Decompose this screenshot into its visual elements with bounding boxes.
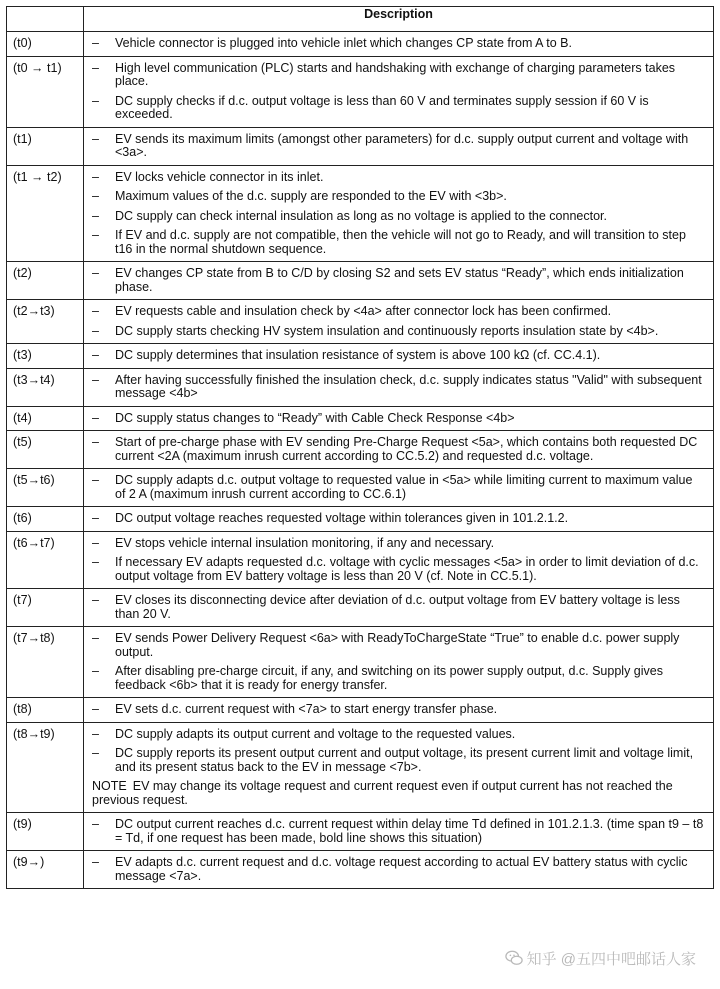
description-item [90, 537, 705, 551]
description-text: EV changes CP state from B to C/D by closing S2 and sets EV status “Ready”, which ends initialization phase. [115, 266, 684, 294]
time-step-cell: (t8) [7, 698, 84, 723]
bullet-dash: – [92, 228, 99, 242]
bullet-dash: – [92, 702, 99, 716]
description-cell [84, 127, 714, 165]
table-body [7, 32, 714, 889]
description-item [90, 728, 705, 742]
note [92, 780, 705, 807]
time-step-cell: (t4) [7, 406, 84, 431]
bullet-dash: – [92, 535, 99, 550]
bullet-dash: – [92, 726, 99, 741]
description-item [90, 171, 705, 185]
description-text: Vehicle connector is plugged into vehicle inlet which changes CP state from A to B. [115, 36, 572, 50]
table-header-row [7, 7, 714, 32]
description-item [90, 210, 705, 224]
table-row [7, 507, 714, 532]
description-text: DC supply reports its present output current and output voltage, its present current limit and voltage limit, and its present status back to the EV in message <7b>. [115, 746, 694, 774]
time-step-cell: (t2→t3) [7, 300, 84, 344]
description-cell [84, 507, 714, 532]
time-step-cell: (t3) [7, 344, 84, 369]
table-row [7, 368, 714, 406]
description-cell [84, 431, 714, 469]
bullet-dash: – [92, 511, 99, 525]
description-cell [84, 165, 714, 262]
description-text: EV requests cable and insulation check by <4a> after connector lock has been confirmed. [115, 304, 612, 318]
description-text: DC output voltage reaches requested voltage within tolerances given in 101.2.1.2. [115, 511, 569, 525]
description-item [90, 747, 705, 774]
table-row [7, 32, 714, 57]
bullet-dash: – [92, 555, 99, 569]
description-cell [84, 698, 714, 723]
table-row [7, 165, 714, 262]
description-item [90, 703, 705, 717]
description-cell [84, 262, 714, 300]
description-text: EV locks vehicle connector in its inlet. [115, 169, 324, 184]
description-item [90, 325, 705, 339]
description-text: EV sets d.c. current request with <7a> to start energy transfer phase. [115, 702, 498, 716]
time-step-cell: (t5) [7, 431, 84, 469]
description-text: EV adapts d.c. current request and d.c. voltage request according to actual EV battery status with cyclic message <7a>. [115, 855, 688, 883]
wechat-icon [505, 949, 523, 967]
time-step-cell: (t9) [7, 813, 84, 851]
time-step-cell: (t7) [7, 589, 84, 627]
header-description: Description [84, 7, 714, 32]
description-text: DC supply can check internal insulation as long as no voltage is applied to the connector. [115, 208, 607, 223]
time-step-cell: (t8→t9) [7, 722, 84, 813]
sequence-description-table [6, 6, 714, 889]
table-row [7, 431, 714, 469]
description-item [90, 818, 705, 845]
description-cell [84, 56, 714, 127]
bullet-dash: – [92, 817, 99, 831]
table-row [7, 56, 714, 127]
table-row [7, 469, 714, 507]
time-step-cell: (t1 → t2) [7, 165, 84, 262]
description-text: EV sends its maximum limits (amongst other parameters) for d.c. supply output current and voltage with <3a>. [115, 131, 689, 159]
description-item [90, 229, 705, 256]
description-text: DC supply status changes to “Ready” with Cable Check Response <4b> [115, 410, 515, 425]
time-step-cell: (t0 → t1) [7, 56, 84, 127]
description-cell [84, 851, 714, 889]
table-row [7, 531, 714, 589]
description-text: If necessary EV adapts requested d.c. voltage with cyclic messages <5a> in order to limit deviation of d.c. output voltage from EV battery voltage is less than 20 V (cf. Note in CC.5.1). [115, 555, 699, 583]
time-step-cell: (t7→t8) [7, 627, 84, 698]
description-item [90, 474, 705, 501]
description-cell [84, 32, 714, 57]
bullet-dash: – [92, 304, 99, 318]
time-step-cell: (t1) [7, 127, 84, 165]
bullet-dash: – [92, 131, 99, 146]
table-row [7, 851, 714, 889]
description-cell [84, 722, 714, 813]
description-item [90, 37, 705, 51]
description-item [90, 95, 705, 122]
description-item [90, 267, 705, 294]
description-item [90, 556, 705, 583]
bullet-dash: – [92, 208, 99, 223]
watermark [505, 948, 696, 969]
bullet-dash: – [92, 664, 99, 678]
description-cell [84, 531, 714, 589]
bullet-dash: – [92, 855, 99, 869]
table-row [7, 127, 714, 165]
bullet-dash: – [92, 410, 99, 425]
bullet-dash: – [92, 631, 99, 645]
time-step-cell: (t6→t7) [7, 531, 84, 589]
description-cell [84, 469, 714, 507]
bullet-dash: – [92, 93, 99, 108]
description-text: DC supply adapts d.c. output voltage to requested value in <5a> while limiting current to maximum value of 2 A (maximum inrush current according to CC.6.1) [115, 473, 693, 501]
description-cell [84, 344, 714, 369]
description-text: High level communication (PLC) starts and handshaking with exchange of charging parameters takes place. [115, 60, 676, 88]
table-row [7, 406, 714, 431]
note-label: NOTE [92, 779, 127, 793]
description-text: DC output current reaches d.c. current request within delay time Td defined in 101.2.1.3. (time span t9 – t8 = Td, if one request has been made, bold line shows this situation) [115, 817, 704, 845]
note-text: EV may change its voltage request and current request even if output current has not reached the previous request. [92, 779, 673, 807]
description-text: Maximum values of the d.c. supply are responded to the EV with <3b>. [115, 189, 507, 203]
description-item [90, 665, 705, 692]
bullet-dash: – [92, 323, 99, 338]
bullet-dash: – [92, 348, 99, 362]
description-text: After disabling pre-charge circuit, if any, and switching on its power supply output, d.c. Supply gives feedback <6b> that it is ready for energy transfer. [115, 664, 663, 692]
description-text: EV closes its disconnecting device after deviation of d.c. output voltage from EV battery voltage is less than 20 V. [115, 593, 680, 621]
table-row [7, 627, 714, 698]
bullet-dash: – [92, 372, 99, 387]
bullet-dash: – [92, 60, 99, 75]
description-item [90, 594, 705, 621]
description-cell [84, 368, 714, 406]
table-row [7, 813, 714, 851]
description-item [90, 349, 705, 363]
description-text: EV stops vehicle internal insulation monitoring, if any and necessary. [115, 535, 495, 550]
time-step-cell: (t6) [7, 507, 84, 532]
description-item [90, 632, 705, 659]
bullet-dash: – [92, 36, 99, 50]
description-cell [84, 627, 714, 698]
table-row [7, 262, 714, 300]
description-text: DC supply starts checking HV system insulation and continuously reports insulation state by <4b>. [115, 323, 659, 338]
description-item [90, 305, 705, 319]
table-row [7, 722, 714, 813]
table-row [7, 344, 714, 369]
description-text: EV sends Power Delivery Request <6a> with ReadyToChargeState “True” to enable d.c. power supply output. [115, 631, 680, 659]
description-text: DC supply determines that insulation resistance of system is above 100 kΩ (cf. CC.4.1). [115, 348, 601, 362]
time-step-cell: (t2) [7, 262, 84, 300]
bullet-dash: – [92, 189, 99, 203]
description-item [90, 856, 705, 883]
description-item [90, 190, 705, 204]
description-cell [84, 813, 714, 851]
table-row [7, 589, 714, 627]
description-text: After having successfully finished the insulation check, d.c. supply indicates status "Valid" with subsequent message <4b> [115, 372, 702, 400]
bullet-dash: – [92, 473, 99, 487]
description-item [90, 412, 705, 426]
description-text: If EV and d.c. supply are not compatible, then the vehicle will not go to Ready, and will transition to step t16 in the normal shutdown sequence. [115, 228, 686, 256]
time-step-cell: (t9→) [7, 851, 84, 889]
description-item [90, 374, 705, 401]
table-row [7, 300, 714, 344]
description-text: Start of pre-charge phase with EV sending Pre-Charge Request <5a>, which contains both requested DC current <2A (maximum inrush current according to CC.5.2) and requested d.c. voltage. [115, 435, 698, 463]
time-step-cell: (t3→t4) [7, 368, 84, 406]
bullet-dash: – [92, 266, 99, 280]
time-step-cell: (t5→t6) [7, 469, 84, 507]
description-item [90, 436, 705, 463]
table-row [7, 698, 714, 723]
description-cell [84, 300, 714, 344]
watermark-text: 知乎 @五四中吧邮话人家 [526, 951, 696, 968]
description-text: DC supply adapts its output current and voltage to the requested values. [115, 726, 516, 741]
bullet-dash: – [92, 746, 99, 760]
description-item [90, 512, 705, 526]
description-cell [84, 589, 714, 627]
description-item [90, 133, 705, 160]
description-cell [84, 406, 714, 431]
bullet-dash: – [92, 169, 99, 184]
description-item [90, 62, 705, 89]
description-text: DC supply checks if d.c. output voltage is less than 60 V and terminates supply session if 60 V is exceeded. [115, 93, 649, 121]
bullet-dash: – [92, 593, 99, 607]
header-time-cell [7, 7, 84, 32]
bullet-dash: – [92, 435, 99, 449]
time-step-cell: (t0) [7, 32, 84, 57]
